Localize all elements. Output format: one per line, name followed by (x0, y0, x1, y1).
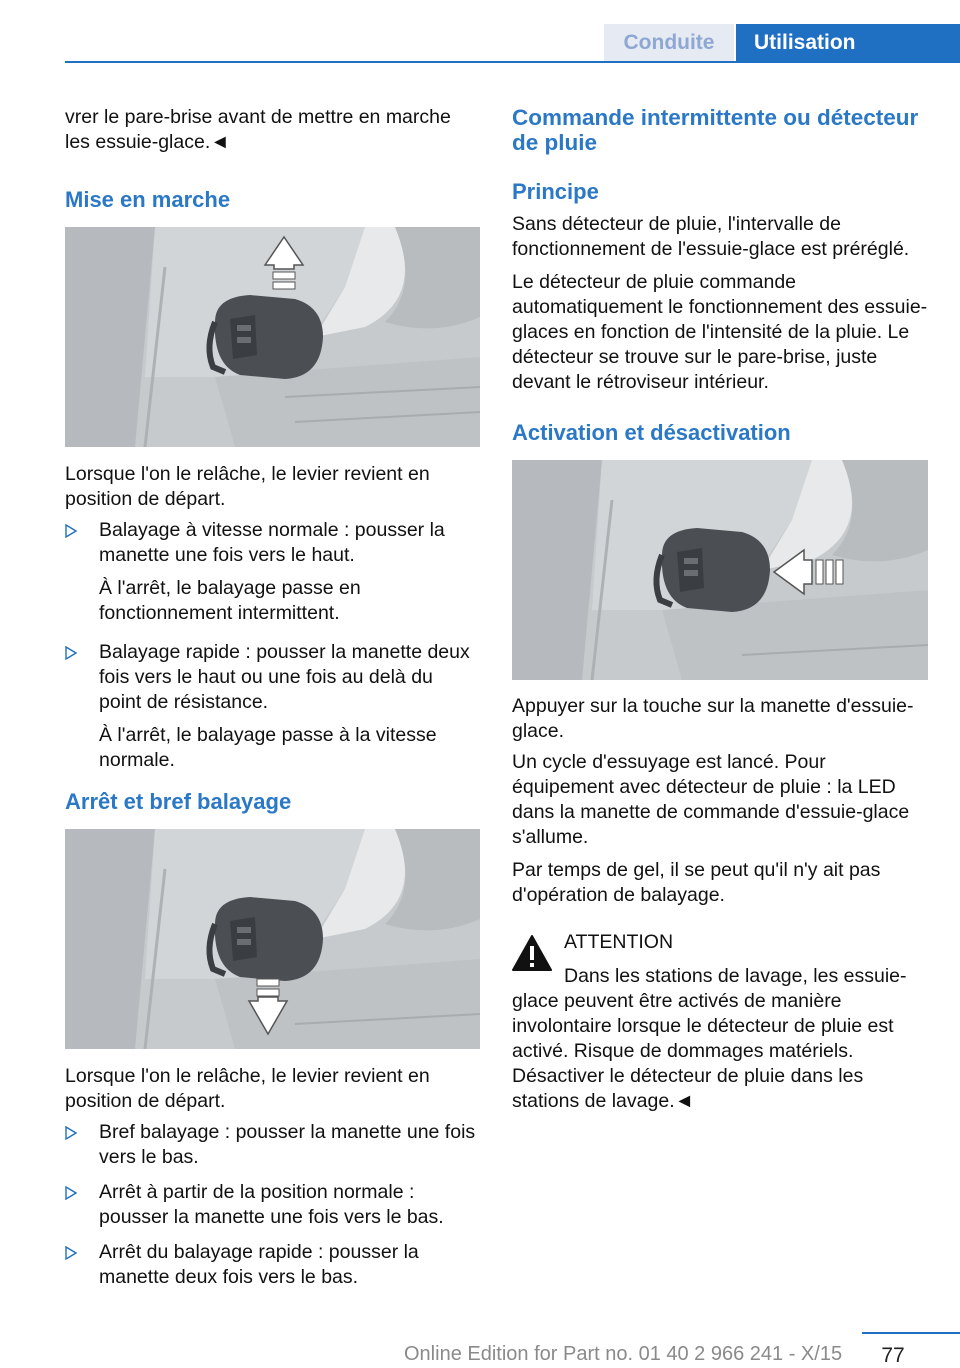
heading-activation: Activation et désactivation (512, 420, 791, 445)
list-item-text: Balayage à vitesse normale : pousser la manette une fois vers le haut. (99, 519, 445, 566)
list-item (65, 1120, 480, 1170)
list-item (65, 1240, 480, 1290)
triangle-bullet-icon (65, 1126, 77, 1140)
heading-principe: Principe (512, 179, 599, 204)
figure-lever-down (65, 829, 480, 1049)
para-act-1: Appuyer sur la touche sur la manette d'essuie-glace. (512, 695, 914, 742)
list-item-text: Balayage rapide : pousser la manette deux fois vers le haut ou une fois au delà du point de résistance. (99, 641, 470, 713)
para-principe-2: Le détecteur de pluie commande automatiquement le fonctionnement des essuie-glaces en fonction de l'intensité de la pluie. Le détecteur se trouve sur le pare-brise, juste devant le rétroviseur intérieur. (512, 271, 928, 393)
list-item (65, 640, 480, 773)
lever-up-illustration (65, 227, 480, 447)
triangle-bullet-icon (65, 1186, 77, 1200)
triangle-bullet-icon (65, 646, 77, 660)
header-rule (65, 61, 960, 63)
para-act-2: Un cycle d'essuyage est lancé. Pour équipement avec détecteur de pluie : la LED dans la manette de commande d'essuie-glace s'allume. (512, 751, 910, 848)
list-item-sub: À l'arrêt, le balayage passe à la vitesse normale. (99, 724, 437, 771)
tab-conduite[interactable] (604, 24, 734, 62)
intro-text: vrer le pare-brise avant de mettre en marche les essuie-glace.◄ (65, 106, 451, 153)
figure-lever-button (512, 460, 928, 680)
footer-rule (862, 1332, 960, 1334)
para-act-3: Par temps de gel, il se peut qu'il n'y ait pas d'opération de balayage. (512, 859, 881, 906)
list-1 (65, 518, 480, 773)
footer-edition: Online Edition for Part no. 01 40 2 966 241 - X/15 (404, 1343, 843, 1365)
tab-conduite-label: Conduite (623, 31, 715, 54)
lever-down-illustration (65, 829, 480, 1049)
tab-utilisation-label: Utilisation (754, 31, 856, 54)
list-2 (65, 1120, 480, 1290)
warning-text: Dans les stations de lavage, les essuie-glace peuvent être activés de manière involontaire lorsque le détecteur de pluie est activé. Risque de dommages matériels. Désactiver le détecteur de pluie dans les stations de lavage.◄ (512, 965, 907, 1112)
list-item-text: Bref balayage : pousser la manette une fois vers le bas. (99, 1121, 476, 1168)
heading-commande: Commande intermittente ou détecteur de pluie (512, 105, 919, 155)
para-release-1: Lorsque l'on le relâche, le levier revient en position de départ. (65, 463, 430, 510)
heading-mise-en-marche: Mise en marche (65, 187, 231, 212)
triangle-bullet-icon (65, 524, 77, 538)
list-item-text: Arrêt à partir de la position normale : pousser la manette une fois vers le bas. (99, 1181, 444, 1228)
list-item-sub: À l'arrêt, le balayage passe en fonctionnement intermittent. (99, 577, 361, 624)
heading-arret: Arrêt et bref balayage (65, 789, 292, 814)
list-item (65, 1180, 480, 1230)
list-item-text: Arrêt du balayage rapide : pousser la manette deux fois vers le bas. (99, 1241, 419, 1288)
figure-lever-up (65, 227, 480, 447)
para-release-2: Lorsque l'on le relâche, le levier revient en position de départ. (65, 1065, 430, 1112)
lever-button-illustration (512, 460, 928, 680)
tab-utilisation[interactable] (736, 24, 960, 62)
para-principe-1: Sans détecteur de pluie, l'intervalle de fonctionnement de l'essuie-glace est préréglé. (512, 213, 910, 260)
page-number: 77 (881, 1344, 905, 1367)
triangle-bullet-icon (65, 1246, 77, 1260)
list-item (65, 518, 480, 626)
warning-title: ATTENTION (564, 931, 674, 953)
